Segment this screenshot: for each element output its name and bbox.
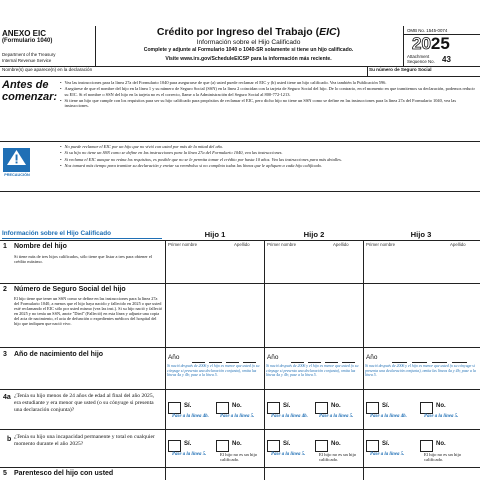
hijo3-4b-no-label: No. — [436, 441, 446, 447]
hijo2-line3-note: Si nació después de 2006 y el hijo es menor que usted (o su cónyuge si presenta una declaración conjunta), omita las líneas 4a y 4b; pase a la línea 5. — [266, 364, 359, 378]
hijo3-4a-si-label: Sí. — [382, 403, 390, 409]
hijo3-4a-no-label: No. — [436, 403, 446, 409]
antes-bullet-text: Asegúrese de que el nombre del hijo en la línea 1 y su número de Seguro Social (SSN) en la línea 2 coincidan con la tarjeta de Seguro Social del hijo. De lo contrario, en el momento en que tramitemos su declaración, podemos reducir su EIC. Si el nombre o SSN del hijo en la tarjeta no es el correcto, llame a la Administración del Seguro Social al 800-772-1213. — [64, 86, 475, 97]
section-title-underline — [2, 238, 162, 239]
caution-bullet-text: No puede reclamar el EIC por un hijo que no vivió con usted por más de la mitad del año. — [64, 144, 224, 149]
form-id: ANEXO EIC — [2, 29, 47, 38]
hijo2-first-name-label: Primer nombre — [267, 242, 297, 247]
hijo2-4a-si-label: Sí. — [283, 403, 291, 409]
title-text: Crédito por Ingreso del Trabajo ( — [156, 26, 320, 38]
hijo2-year-digit-3 — [325, 362, 338, 363]
hijo3-4a-go-5: Pase a la línea 5. — [424, 414, 459, 419]
line4a-number: 4a — [3, 394, 11, 401]
hijo2-year-digit-2 — [308, 362, 321, 363]
caution-bullet-3 — [60, 157, 476, 162]
line3-title: Año de nacimiento del hijo — [14, 351, 104, 358]
line4a-text: ¿Tenía su hijo menos de 24 años de edad al final del año 2025, era estudiante y era menor que usted (o su cónyuge si presenta una declaración conjunta)? — [14, 393, 155, 413]
sequence-number: 43 — [442, 55, 451, 64]
line2-text: El hijo tiene que tener un SSN como se define en las instrucciones para la línea 27a del Formulario 1040, a menos que el hijo haya nacido y fallecido en 2025 o que usted esté reclamando el EIC sólo por usted mismo (vea las inst.). Si su hijo nació y falleció en 2025 y no tenía un SSN, anote "Died" (Falleció) en esta línea y adjunte una copia del acta de nacimiento, el acta de defunción o expedientes médicos del hospital del hijo que indiquen que nació vivo. — [14, 296, 162, 327]
hijo3-4a-no-checkbox[interactable] — [420, 402, 433, 414]
caution-bullet-text: Nos tomará más tiempo para tramitar su declaración y enviar su reembolso si no completa todas las líneas que le apliquen a cada hijo calificado. — [64, 162, 323, 168]
bullet-dot: • — [60, 162, 62, 168]
hijo3-year-digit-4 — [452, 362, 467, 363]
hijo1-4b-no-label: No. — [232, 441, 242, 447]
line2-number: 2 — [3, 286, 7, 293]
hijo2-year-digit-4 — [342, 362, 355, 363]
caution-bullet-4 — [60, 163, 476, 168]
line3-number: 3 — [3, 351, 7, 358]
department: Department of the Treasury — [2, 52, 56, 57]
instruction-website: Visite www.irs.gov/ScheduleEICSP para la información más reciente. — [165, 56, 332, 62]
hijo3-4b-not-qualified: El hijo no es un hijo calificado. — [424, 452, 462, 463]
hijo2-name-field[interactable] — [265, 248, 362, 282]
hijo2-4b-not-qualified: El hijo no es un hijo calificado. — [319, 452, 357, 463]
bullet-dot: • — [60, 97, 62, 103]
line2-title: Número de Seguro Social del hijo — [14, 286, 126, 293]
taxpayer-name-label: Nombre(s) que aparece(n) en la declaración — [2, 67, 93, 72]
hijo2-anio-label: Año — [267, 354, 279, 361]
hijo3-anio-label: Año — [366, 354, 378, 361]
hijo1-4a-si-checkbox[interactable] — [168, 402, 181, 414]
hijo1-4a-go-4b: Pase a la línea 4b. — [172, 414, 209, 419]
hijo1-4b-si-label: Sí. — [184, 441, 192, 447]
line4b-number: b — [7, 436, 12, 443]
instruction-attach: Complete y adjunte al Formulario 1040 o 1040-SR solamente si tiene un hijo calificado. — [143, 47, 354, 53]
caution-bottom-rule — [0, 191, 480, 192]
bullet-dot: • — [60, 86, 62, 92]
ssn-divider — [367, 66, 368, 76]
omb-number: OMB No. 1545-0074 — [407, 28, 448, 33]
line5-title: Parentesco del hijo con usted — [14, 470, 114, 477]
hijo1-year-digit-2 — [209, 362, 222, 363]
hijo1-year-digit-1 — [192, 362, 205, 363]
tax-year-solid: 25 — [430, 34, 450, 53]
hijo1-year-digit-3 — [226, 362, 239, 363]
antes-bullet-1 — [60, 80, 476, 85]
hijo1-4b-no-checkbox[interactable] — [216, 440, 229, 452]
title-eic: EIC — [319, 26, 337, 38]
line1-number: 1 — [3, 243, 7, 250]
hijo3-year-digit-3 — [432, 362, 447, 363]
hijo3-first-name-label: Primer nombre — [366, 242, 396, 247]
hijo3-4b-go-5: Pase a la línea 5. — [370, 452, 405, 457]
caution-icon — [3, 148, 30, 172]
section-title: Información sobre el Hijo Calificado — [2, 230, 112, 237]
hijo2-4a-no-checkbox[interactable] — [315, 402, 328, 414]
hijo1-year-digit-4 — [243, 362, 256, 363]
hijo3-name-field[interactable] — [364, 248, 479, 282]
attachment-label: Attachment — [407, 54, 430, 59]
hijo1-4b-not-qualified: El hijo no es un hijo calificado. — [220, 452, 258, 463]
ssn-label: Su número de Seguro Social — [369, 67, 432, 72]
hijo1-4a-si-label: Sí. — [184, 403, 192, 409]
caution-label: PRECAUCIÓN — [4, 173, 30, 177]
hijo1-birth-year-field[interactable] — [190, 352, 260, 362]
hijo1-4a-no-label: No. — [232, 403, 242, 409]
form-title — [95, 26, 402, 38]
bullet-dot: • — [60, 150, 62, 156]
hijo2-birth-year-field[interactable] — [289, 352, 359, 362]
hijo1-anio-label: Año — [168, 354, 180, 361]
hijo2-4b-si-checkbox[interactable] — [267, 440, 280, 452]
hijo2-4b-si-label: Sí. — [283, 441, 291, 447]
line3-bottom-rule — [0, 389, 480, 390]
antes-heading: Antes de comenzar: — [2, 79, 58, 103]
line4a-bottom-rule — [0, 429, 480, 430]
line1-text: Si tiene más de tres hijos calificados, sólo tiene que listar a tres para obtener el crédito máximo. — [14, 254, 153, 265]
antes-list — [60, 80, 476, 108]
antes-bullet-3 — [60, 98, 476, 109]
hijo2-relationship-field[interactable] — [265, 468, 362, 480]
hijo1-ssn-field[interactable] — [166, 284, 263, 346]
antes-bullet-text: Si tiene un hijo que cumple con los requisitos para ser su hijo calificado para propósitos de reclamar el EIC, pero dicho hijo no tiene un SSN como se define en las instrucciones para la línea 27a del Formulario 1040, vea las instrucciones. — [64, 97, 457, 109]
irs-label: Internal Revenue Service — [2, 58, 52, 63]
title-end: ) — [336, 26, 341, 38]
form-subheading: Información sobre el Hijo Calificado — [196, 39, 301, 46]
hijo3-relationship-field[interactable] — [364, 468, 479, 480]
caution-bullet-2 — [60, 150, 476, 155]
hijo3-4a-go-4b: Pase a la línea 4b. — [370, 414, 407, 419]
hijo1-line3-note: Si nació después de 2006 y el hijo es menor que usted (o su cónyuge si presenta una declaración conjunta), omita las líneas 4a y 4b; pase a la línea 5. — [167, 364, 260, 378]
hijo3-ssn-field[interactable] — [364, 284, 479, 346]
hijo2-4b-no-label: No. — [331, 441, 341, 447]
caution-bullet-text: Si su hijo no tiene un SSN como se define en las instrucciones para la línea 27a del Formulario 1040, vea las instrucciones. — [64, 150, 283, 156]
hijo1-4a-go-5: Pase a la línea 5. — [220, 414, 255, 419]
bullet-dot: • — [60, 144, 62, 149]
tax-year-outline: 20 — [412, 34, 431, 53]
hijo3-4b-si-label: Sí. — [382, 441, 390, 447]
hijo3-birth-year-field[interactable] — [388, 352, 474, 362]
hijo1-first-name-label: Primer nombre — [168, 242, 198, 247]
name-row-rule — [0, 76, 480, 77]
hijo3-4a-si-checkbox[interactable] — [366, 402, 379, 414]
line5-number: 5 — [3, 470, 7, 477]
hijo3-year-digit-2 — [412, 362, 427, 363]
hijo3-4b-si-checkbox[interactable] — [366, 440, 379, 452]
tax-year — [412, 35, 450, 53]
hijo2-4a-go-5: Pase a la línea 5. — [319, 414, 354, 419]
table-top-rule — [0, 240, 480, 241]
header-divider-right — [403, 26, 404, 66]
form-subtitle: (Formulario 1040) — [2, 38, 53, 44]
line1-title: Nombre del hijo — [14, 243, 67, 250]
hijo2-4a-go-4b: Pase a la línea 4b. — [271, 414, 308, 419]
antes-bullet-2 — [60, 86, 476, 97]
hijo2-4a-si-checkbox[interactable] — [267, 402, 280, 414]
hijo1-4a-no-checkbox[interactable] — [216, 402, 229, 414]
line2-bottom-rule — [0, 347, 480, 348]
antes-bullet-text: Vea las instrucciones para la línea 27a del Formulario 1040 para asegurarse de que (a) usted puede reclamar el EIC y (b) usted tiene un hijo calificado. Vea también la Publicación 596. — [64, 80, 387, 85]
bullet-dot: • — [60, 80, 62, 85]
hijo2-year-digit-1 — [291, 362, 304, 363]
hijo1-last-name-label: Apellido — [234, 242, 250, 247]
hijo3-4b-no-checkbox[interactable] — [420, 440, 433, 452]
col-header-hijo-2: Hijo 2 — [303, 230, 325, 239]
hijo2-4b-no-checkbox[interactable] — [315, 440, 328, 452]
hijo2-last-name-label: Apellido — [333, 242, 349, 247]
sequence-label: Sequence No. — [407, 59, 435, 64]
hijo1-4b-go-5: Pase a la línea 5. — [172, 452, 207, 457]
hijo2-4a-no-label: No. — [331, 403, 341, 409]
col-header-hijo-1: Hijo 1 — [204, 230, 226, 239]
hijo1-relationship-field[interactable] — [166, 468, 263, 480]
antes-bottom-rule — [0, 141, 480, 142]
line4b-text: ¿Tenía su hijo una incapacidad permanente y total en cualquier momento durante el año 2025? — [14, 434, 155, 447]
hijo3-line3-note: Si nació después de 2006 y el hijo es menor que usted (o su cónyuge si presenta una declaración conjunta), omita las líneas 4a y 4b; pase a la línea 5. — [365, 364, 476, 378]
hijo3-last-name-label: Apellido — [450, 242, 466, 247]
hijo2-4b-go-5: Pase a la línea 5. — [271, 452, 306, 457]
bullet-dot: • — [60, 156, 62, 162]
col-header-hijo-3: Hijo 3 — [410, 230, 432, 239]
hijo1-name-field[interactable] — [166, 248, 263, 282]
caution-bullet-text: Si reclama el EIC aunque no reúna los requisitos, es posible que no se le permita tomar el crédito por hasta 10 años. Vea las instrucciones para más detalles. — [64, 156, 342, 162]
hijo1-4b-si-checkbox[interactable] — [168, 440, 181, 452]
caution-list — [60, 144, 476, 168]
hijo2-ssn-field[interactable] — [265, 284, 362, 346]
hijo3-year-digit-1 — [392, 362, 407, 363]
caution-bullet-1 — [60, 144, 476, 149]
